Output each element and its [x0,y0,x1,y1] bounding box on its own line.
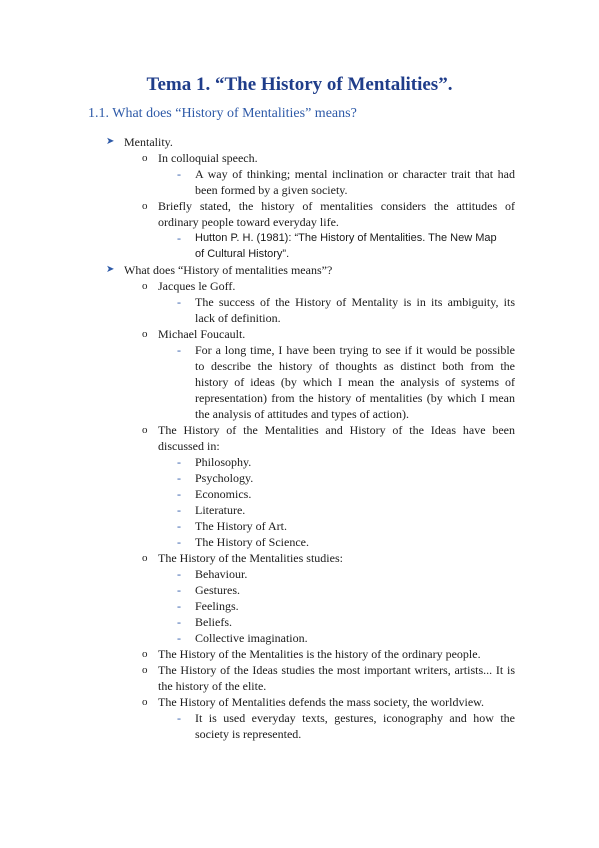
dash-bullet: - [177,503,181,517]
list-item: Collective imagination. [195,631,308,645]
list-item: The History of the Mentalities studies: [158,551,343,565]
dash-bullet: - [177,487,181,501]
list-item: The History of Art. [195,519,287,533]
dash-bullet: - [177,599,181,613]
dash-bullet: - [177,567,181,581]
list-item-line: discussed in: [158,439,220,453]
circle-bullet: o [142,328,148,340]
list-item: Psychology. [195,471,254,485]
list-item: The History of Mentalities defends the mass society, the worldview. [158,695,485,709]
list-item: The History of the Mentalities is the history of the ordinary people. [158,647,481,661]
dash-bullet: - [177,231,181,245]
circle-bullet: o [142,552,148,564]
circle-bullet: o [142,648,148,660]
list-item-line: It is used everyday texts, gestures, iconography and how the [195,711,515,725]
dash-bullet: - [177,167,181,181]
dash-bullet: - [177,535,181,549]
dash-bullet: - [177,519,181,533]
circle-bullet: o [142,152,148,164]
list-item-line: Briefly stated, the history of mentalities considers the attitudes of [158,199,515,213]
list-item: Economics. [195,487,252,501]
dash-bullet: - [177,711,181,725]
list-item: In colloquial speech. [158,151,258,165]
circle-bullet: o [142,200,148,212]
list-item: Philosophy. [195,455,252,469]
list-item-line: to describe the history of thoughts as distinct both from the [195,359,515,373]
list-item: Mentality. [124,135,173,149]
circle-bullet: o [142,664,148,676]
list-item-line: of Cultural History”. [195,248,290,260]
list-item-line: The History of the Mentalities and History of the Ideas have been [158,423,515,437]
list-item: Michael Foucault. [158,327,246,341]
list-item-line: lack of definition. [195,311,281,325]
dash-bullet: - [177,455,181,469]
circle-bullet: o [142,280,148,292]
list-item: The History of Science. [195,535,309,549]
list-item: Behaviour. [195,567,248,581]
list-item-line: ordinary people toward everyday life. [158,215,339,229]
list-item-line: the analysis of attitudes and types of action). [195,407,409,421]
section-heading: 1.1. What does “History of Mentalities” means? [88,106,357,121]
list-item: Literature. [195,503,246,517]
dash-bullet: - [177,471,181,485]
arrow-bullet: ➤ [106,136,115,147]
dash-bullet: - [177,583,181,597]
list-item-line: The History of the Ideas studies the most important writers, artists... It is [158,663,515,677]
list-item: Feelings. [195,599,239,613]
list-item-line: A way of thinking; mental inclination or character trait that had [195,167,515,181]
list-item-line: history of ideas (by which I mean the analysis of systems of [195,375,515,389]
arrow-bullet: ➤ [106,264,115,275]
dash-bullet: - [177,615,181,629]
list-item: Jacques le Goff. [158,279,236,293]
list-item-line: society is represented. [195,727,302,741]
list-item-line: Hutton P. H. (1981): “The History of Mentalities. The New Map [195,232,497,244]
list-item: What does “History of mentalities means”? [124,263,333,277]
list-item-line: been formed by a given society. [195,183,348,197]
circle-bullet: o [142,696,148,708]
list-item-line: The success of the History of Mentality is in its ambiguity, its [195,295,515,309]
list-item-line: the history of the elite. [158,679,267,693]
page-title: Tema 1. “The History of Mentalities”. [146,74,453,95]
circle-bullet: o [142,424,148,436]
list-item: Beliefs. [195,615,232,629]
list-item: Gestures. [195,583,240,597]
dash-bullet: - [177,631,181,645]
dash-bullet: - [177,343,181,357]
list-item-line: For a long time, I have been trying to see if it would be possible [195,343,515,357]
list-item-line: representation) from the history of mentalities (by which I mean [195,391,515,405]
dash-bullet: - [177,295,181,309]
